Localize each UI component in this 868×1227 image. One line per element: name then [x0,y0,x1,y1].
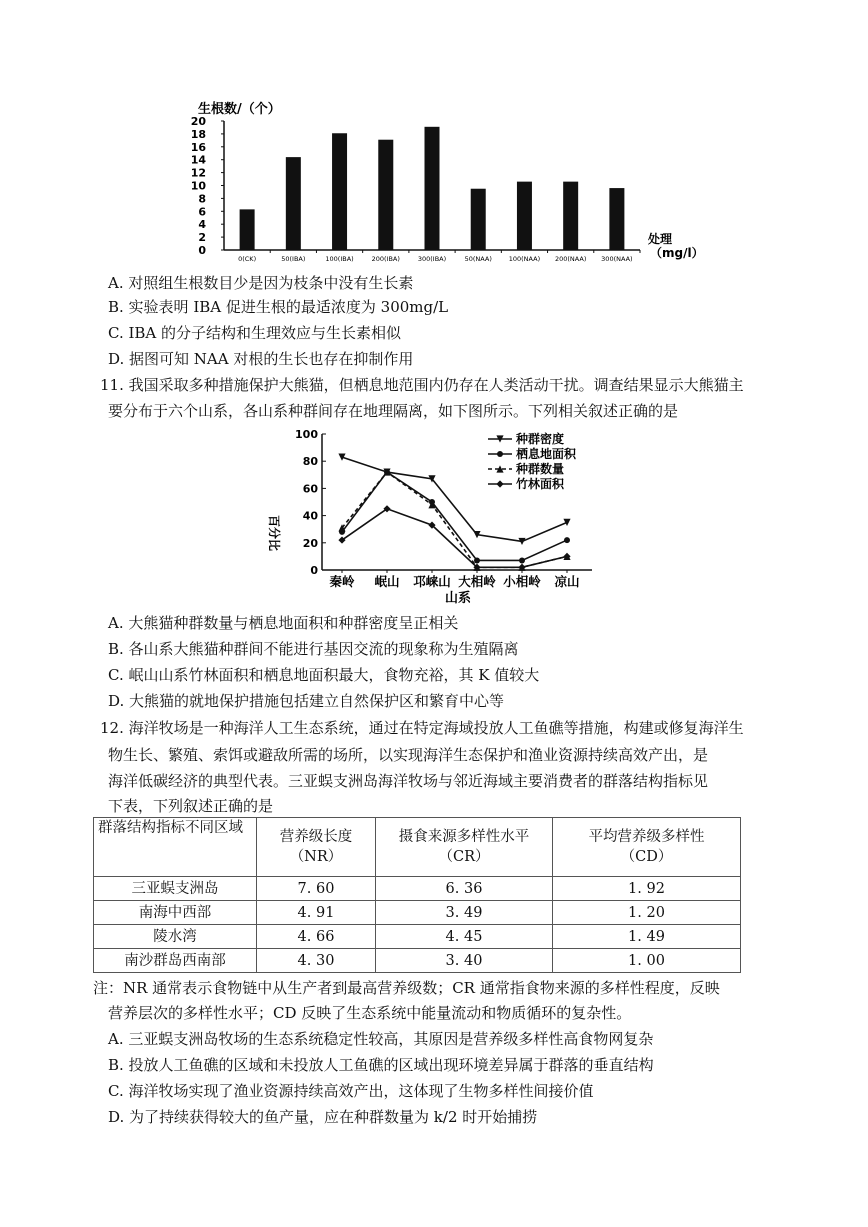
q10-option-d: D. 据图可知 NAA 对根的生长也存在抑制作用 [108,350,414,368]
table-cell: 4. 30 [257,949,376,973]
table-cell: 4. 45 [376,925,553,949]
legend-label: 竹林面积 [516,477,565,491]
q11-option-b: B. 各山系大熊猫种群间不能进行基因交流的现象称为生殖隔离 [108,640,519,658]
rooting-bar-chart [0,0,868,265]
table-row [94,877,741,901]
bar-chart-xtick: 50(IBA) [281,255,306,263]
q12-stem-3: 海洋低碳经济的典型代表。三亚蜈支洲岛海洋牧场与邻近海域主要消费者的群落结构指标见 [108,772,709,790]
table-cell: 4. 91 [257,901,376,925]
q12-stem-1: 12. 海洋牧场是一种海洋人工生态系统，通过在特定海域投放人工鱼礁等措施，构建或修复海洋生 [100,719,744,737]
bar-chart-ytick: 10 [190,179,206,193]
bar-chart-ytick: 6 [198,205,206,219]
table-cell: 陵水湾 [94,925,257,949]
q12-note-1: 注：NR 通常表示食物链中从生产者到最高营养级数；CR 通常指食物来源的多样性程度，反映 [93,979,720,997]
q12-option-b: B. 投放人工鱼礁的区域和未投放人工鱼礁的区域出现环境差异属于群落的垂直结构 [108,1056,654,1074]
line-chart-xtick: 岷山 [374,574,400,589]
q12-option-c: C. 海洋牧场实现了渔业资源持续高效产出，这体现了生物多样性间接价值 [108,1082,594,1100]
bar-chart-ytick: 14 [190,153,206,167]
line-chart-xtick: 秦岭 [329,574,355,589]
line-chart-ytick: 40 [302,509,318,523]
bar [425,127,440,250]
q12-stem-2: 物生长、繁殖、索饵或避敌所需的场所，以实现海洋生态保护和渔业资源持续高效产出，是 [108,746,709,764]
bar-chart-ytick: 18 [190,127,206,141]
bar-chart-xlabel-1: 处理 [648,232,673,246]
table-header-cell: 平均营养级多样性 （CD） [553,818,741,877]
bar-chart-xtick: 100(IBA) [325,255,354,263]
table-header-cell: 营养级长度 （NR） [257,818,376,877]
bar-chart-ytick: 16 [190,140,206,154]
legend-marker [496,480,503,487]
table-header-row [94,818,741,877]
bar [240,209,255,250]
q10-option-c: C. IBA 的分子结构和生理效应与生长素相似 [108,324,402,342]
bar-chart-ytick: 20 [190,115,206,128]
q11-stem-2: 要分布于六个山系，各山系种群间存在地理隔离，如下图所示。下列相关叙述正确的是 [108,402,679,420]
table-cell: 1. 20 [553,901,741,925]
q11-option-d: D. 大熊猫的就地保护措施包括建立自然保护区和繁育中心等 [108,692,505,710]
table-row [94,925,741,949]
bar-chart-xtick: 0(CK) [238,255,257,263]
bar-chart-xtick: 200(NAA) [554,255,587,263]
series-line [342,509,567,567]
bar-chart-ytick: 2 [198,231,206,245]
community-structure-table [93,817,741,973]
line-chart-xtick: 凉山 [554,574,580,589]
q11-option-a: A. 大熊猫种群数量与栖息地面积和种群密度呈正相关 [108,614,459,632]
bar-chart-xlabel-2: （mg/l） [650,246,704,260]
line-chart-ylabel: 百分比 [267,515,281,552]
bar [517,182,532,250]
table-cell: 1. 49 [553,925,741,949]
bar [471,189,486,250]
legend-marker [497,451,503,457]
bar [609,188,624,250]
line-chart-xtick: 大相岭 [458,574,496,589]
bar-chart-ytick: 0 [198,244,206,257]
table-header-cell: 摄食来源多样性水平 （CR） [376,818,553,877]
q11-option-c: C. 岷山山系竹林面积和栖息地面积最大，食物充裕，其 K 值较大 [108,666,540,684]
line-chart-xlabel: 山系 [444,591,472,606]
q12-option-a: A. 三亚蜈支洲岛牧场的生态系统稳定性较高，其原因是营养级多样性高食物网复杂 [108,1030,654,1048]
legend-label: 种群密度 [516,432,565,446]
bar-chart-ytick: 4 [198,218,206,232]
table-cell: 1. 92 [553,877,741,901]
bar [563,182,578,250]
table-header-cell [94,818,257,877]
table-cell: 南海中西部 [94,901,257,925]
table-header-region: 群落结构指标不同区域 [98,820,243,836]
line-chart-ytick: 80 [302,455,318,469]
bar-chart-xtick: 100(NAA) [508,255,541,263]
table-cell: 7. 60 [257,877,376,901]
series-point [474,557,480,563]
series-point [563,519,570,526]
table-cell: 6. 36 [376,877,553,901]
bar-chart-xtick: 300(IBA) [417,255,447,263]
table-cell: 3. 40 [376,949,553,973]
bar-chart-ytick: 8 [198,192,206,206]
panda-line-chart [0,420,868,610]
q11-stem-1: 11. 我国采取多种措施保护大熊猫，但栖息地范围内仍存在人类活动干扰。调查结果显示大熊猫主 [100,376,744,394]
table-row [94,901,741,925]
q12-note-2: 营养层次的多样性水平；CD 反映了生态系统中能量流动和物质循环的复杂性。 [108,1004,632,1022]
q12-option-d: D. 为了持续获得较大的鱼产量，应在种群数量为 k/2 时开始捕捞 [108,1108,538,1126]
legend-label: 种群数量 [516,462,565,476]
table-cell: 1. 00 [553,949,741,973]
line-chart-xtick: 小相岭 [503,574,541,589]
legend-label: 栖息地面积 [516,447,577,461]
table-cell: 3. 49 [376,901,553,925]
line-chart-ytick: 20 [302,536,318,550]
bar [378,140,393,250]
bar-chart-ytick: 12 [190,166,206,180]
bar-chart-xtick: 50(NAA) [464,255,492,263]
bar-chart-xtick: 300(NAA) [601,255,633,263]
bar-chart-xtick: 200(IBA) [371,255,400,263]
bar [286,157,301,250]
q12-stem-4: 下表，下列叙述正确的是 [108,797,274,815]
bar [332,133,347,250]
bar-chart-ylabel: 生根数/（个） [198,102,281,117]
table-row [94,949,741,973]
series-point [564,537,570,543]
q10-option-b: B. 实验表明 IBA 促进生根的最适浓度为 300mg/L [108,298,449,316]
table-cell: 4. 66 [257,925,376,949]
series-point [519,557,525,563]
line-chart-xtick: 邛崃山 [413,574,451,589]
table-cell: 南沙群岛西南部 [94,949,257,973]
table-cell: 三亚蜈支洲岛 [94,877,257,901]
q10-option-a: A. 对照组生根数目少是因为枝条中没有生长素 [108,274,414,292]
line-chart-ytick: 0 [310,564,318,577]
line-chart-ytick: 60 [302,482,318,496]
line-chart-ytick: 100 [295,428,318,441]
